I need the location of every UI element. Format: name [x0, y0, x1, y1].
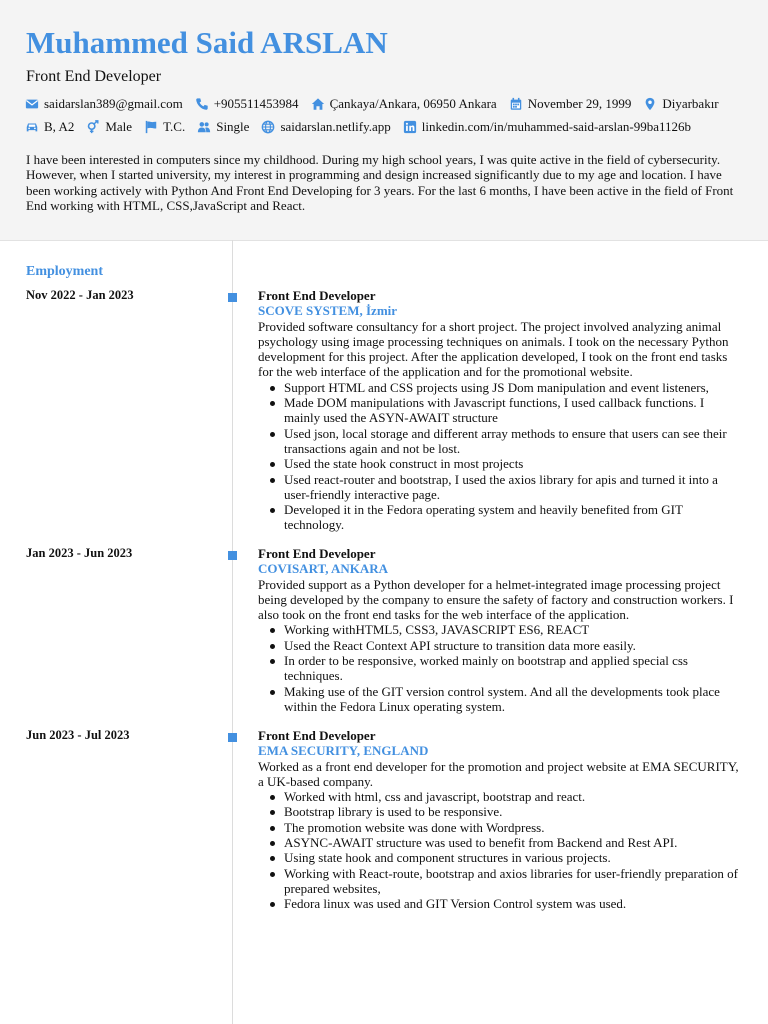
employment-content: [258, 288, 740, 533]
job-description: Worked as a front end developer for the promotion and project website at EMA SECURITY, a UK-based company.: [258, 758, 739, 789]
map-pin-icon: [643, 97, 657, 111]
list-item: ASYNC-AWAIT structure was used to benefit from Backend and Rest API.: [284, 835, 740, 850]
timeline-marker: [228, 293, 237, 302]
job-description: Provided software consultancy for a short project. The project involved analyzing animal psychology using image processing techniques on animals. I took on the necessary Python development for this project. After the application developed, I took on the front end tasks for the web interface of the application and for the promotional website.: [258, 318, 729, 380]
job-bullet-list: [258, 789, 740, 911]
list-item: Working withHTML5, CSS3, JAVASCRIPT ES6, REACT: [284, 622, 740, 637]
contact-linkedin[interactable]: [403, 118, 691, 136]
list-item: Fedora linux was used and GIT Version Control system was used.: [284, 896, 740, 911]
linkedin-icon: [403, 120, 417, 134]
contact-marital-status: [197, 118, 249, 136]
contact-email[interactable]: [25, 95, 183, 113]
contact-text: saidarslan.netlify.app: [280, 119, 391, 134]
contact-nationality: [144, 118, 185, 136]
contact-text: linkedin.com/in/muhammed-said-arslan-99ba1126b: [421, 119, 692, 134]
list-item: Used react-router and bootstrap, I used the axios library for apis and turned it into a user-friendly interactive page.: [284, 472, 740, 503]
globe-icon: [261, 120, 275, 134]
contact-text: Male: [105, 119, 133, 134]
timeline-marker: [228, 733, 237, 742]
home-icon: [311, 97, 325, 111]
job-bullet-list: [258, 380, 740, 533]
contact-website[interactable]: [261, 118, 390, 136]
contact-row-2: [25, 118, 703, 136]
job-role: Front End Developer: [258, 728, 376, 743]
contact-row-1: [25, 95, 731, 113]
header-section: [0, 0, 768, 241]
list-item: Worked with html, css and javascript, bootstrap and react.: [284, 789, 740, 804]
list-item: Used the state hook construct in most projects: [284, 456, 740, 471]
contact-address: [311, 95, 497, 113]
contact-text: T.C.: [163, 119, 186, 134]
job-bullet-list: [258, 622, 740, 714]
list-item: The promotion website was done with Wordpress.: [284, 820, 740, 835]
list-item: Made DOM manipulations with Javascript functions, I used callback functions. I mainly used the ASYN-AWAIT structure: [284, 395, 740, 426]
contact-text: saidarslan389@gmail.com: [44, 96, 183, 111]
car-icon: [25, 120, 39, 134]
calendar-icon: [509, 97, 523, 111]
list-item: Used json, local storage and different array methods to ensure that users can see their transactions again and not be lost.: [284, 426, 740, 457]
flag-icon: [144, 120, 158, 134]
list-item: Bootstrap library is used to be responsive.: [284, 804, 740, 819]
contact-driving-license: [25, 118, 74, 136]
employment-content: [258, 728, 740, 912]
envelope-icon: [25, 97, 39, 111]
phone-icon: [195, 97, 209, 111]
profile-summary: I have been interested in computers since my childhood. During my high school years, I was quite active in the field of cybersecurity. However, when I started university, my interest in programming and design increased significantly due to my age and location. I have been working actively with Python And Front End Developing for 3 years. For the last 6 months, I have been active in the field of Front End working with HTML, CSS,JavaScript and React.: [26, 152, 734, 214]
contact-text: Çankaya/Ankara, 06950 Ankara: [329, 96, 497, 111]
employment-date: Jan 2023 - Jun 2023: [26, 546, 133, 560]
contact-birthdate: [509, 95, 632, 113]
timeline-divider: [232, 240, 233, 1024]
timeline-marker: [228, 551, 237, 560]
candidate-name: Muhammed Said ARSLAN: [26, 25, 388, 60]
company-name: COVISART, ANKARA: [258, 561, 389, 577]
contact-text: B, A2: [44, 119, 75, 134]
employment-date: Nov 2022 - Jan 2023: [26, 288, 134, 302]
employment-content: [258, 546, 740, 714]
contact-text: Single: [216, 119, 250, 134]
job-role: Front End Developer: [258, 546, 376, 561]
users-icon: [197, 120, 211, 134]
list-item: Working with React-route, bootstrap and axios libraries for user-friendly preparation of prepared websites,: [284, 866, 740, 897]
contact-text: +905511453984: [213, 96, 299, 111]
contact-text: November 29, 1999: [527, 96, 632, 111]
list-item: Used the React Context API structure to transition data more easily.: [284, 638, 740, 653]
contact-birthplace: [643, 95, 718, 113]
list-item: Support HTML and CSS projects using JS Dom manipulation and event listeners,: [284, 380, 740, 395]
employment-section-title: Employment: [26, 264, 103, 279]
job-role: Front End Developer: [258, 288, 376, 303]
list-item: In order to be responsive, worked mainly on bootstrap and applied special css techniques.: [284, 653, 740, 684]
company-name: SCOVE SYSTEM, İzmir: [258, 303, 398, 319]
list-item: Making use of the GIT version control system. And all the developments took place within the Fedora Linux operating system.: [284, 684, 740, 715]
gender-icon: [86, 120, 100, 134]
employment-date: Jun 2023 - Jul 2023: [26, 728, 130, 742]
contact-gender: [86, 118, 132, 136]
company-name: EMA SECURITY, ENGLAND: [258, 743, 429, 759]
job-title: Front End Developer: [26, 68, 162, 85]
list-item: Developed it in the Fedora operating system and heavily benefited from GIT technology.: [284, 502, 740, 533]
list-item: Using state hook and component structures in various projects.: [284, 850, 740, 865]
contact-text: Diyarbakır: [662, 96, 719, 111]
job-description: Provided support as a Python developer for a helmet-integrated image processing project being developed by the company to ensure the safety of factory and construction workers. I also took on the front end tasks for the web interface of the application.: [258, 576, 734, 623]
contact-phone[interactable]: [195, 95, 299, 113]
